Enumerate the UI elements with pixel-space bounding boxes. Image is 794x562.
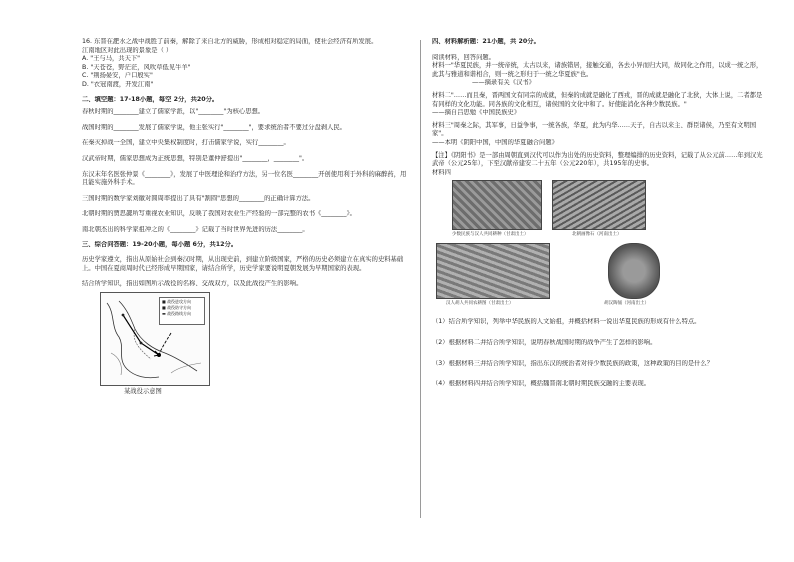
q19-text: 历史学家遵文，指出从原始社会到秦汉时期，从出现史前，到建立阶级国家，严格的历史必须建立在真实的史料基础上。中国在夏商周时代已经形成早期国家，请结合所学，历史学家要说明夏朝发展为早期国家的表现。: [82, 256, 404, 272]
q20-text: 结合所学知识，指出如图所示战役的名称、交战双方，以及此战役产生的影响。: [82, 280, 303, 288]
section-4-intro: 阅读材料，回答问题。: [432, 53, 495, 61]
material-4-images-bottom: [432, 243, 764, 309]
legend-item: ■ 战役进攻方向: [162, 298, 192, 304]
fill-blank-4: 汉武帝时期，儒家思想成为正统思想，特别是董仲舒提出"________，________"。: [82, 154, 309, 162]
legend-item: ■ 战役防守方向: [162, 304, 192, 310]
q16-stem-cont: 江南地区对此出现的景象是（ ）: [82, 46, 173, 54]
right-column: [432, 38, 764, 389]
material-4-images-top: [432, 180, 764, 240]
material-3: 材料三"周秦之际，其军事，日益争事，一统各族，华夏，此为内华……天子，自古以来主、群臣诸侯，乃至有文明国家"。: [432, 121, 757, 138]
material-1-source: ——摘录有关《汉书》: [472, 79, 535, 87]
sub-question-2: （2）根据材料二并结合所学知识，说明春秋战国时期的战争产生了怎样的影响。: [432, 338, 657, 346]
material-1: 材料一"华夏民族，并一统帝统，太古以来，诸族错居，接触交通，各去小异而归大同，故同化之作用，以成一统之形，此其与雅道和谐相合，则一统之形归于一统之华夏族"也。: [432, 62, 763, 78]
image-caption: 少数民族与汉人共同耕种（甘肃出土）: [452, 232, 529, 238]
left-column: [82, 38, 412, 396]
battle-map: [100, 292, 210, 386]
plowing-mural-image: [436, 243, 550, 299]
fill-blank-2: 战国时期的________发展了儒家学说，他主张实行"________"，要求统治者不要过分盘剥人民。: [82, 123, 346, 131]
material-3-source: ——本明《阴阳中国，中国的华夏融合问题》: [432, 138, 558, 146]
column-divider: [420, 40, 421, 518]
map-caption: 某战役示意图: [124, 387, 162, 395]
fill-blank-7: 北朝时期的贾思勰所写重视农业知识，反映了我国对农业生产经验的一部完整的农书《________》。: [82, 210, 356, 218]
section-3-heading: 三、综合问答题：19-20小题，每小题 6分，共12分。: [82, 240, 238, 248]
q16-option-d: D. "衣冠南渡，开发江南": [82, 80, 154, 88]
q16-option-b: B. "天苍苍，野茫茫，风吹草低见牛羊": [82, 63, 191, 71]
stone-relief-image: [552, 180, 646, 230]
material-2-source: ——摘自吕思勉《中国民族史》: [432, 109, 521, 117]
section-4-heading: 四、材料解析题：21小题，共 20分。: [432, 38, 540, 45]
image-caption: 汉人胡人共同农耕图（甘肃出土）: [446, 301, 514, 307]
image-caption: 北朝画像石（河南出土）: [572, 232, 622, 238]
sub-question-4: （4）根据材料四并结合所学知识，概括魏晋南北朝时期民族交融的主要表现。: [432, 380, 651, 388]
legend-item: ▬ 战役路线方向: [162, 310, 192, 316]
fill-blank-8: 南北朝杰出的科学家祖冲之的《________》记载了当时世界先进的历法________。: [82, 225, 309, 233]
farming-relief-image: [452, 180, 542, 230]
material-2: 材料二"……而且秦，晋两国文有同宗的成就，但秦的成就是融化了西戎，晋的成就是融化了北狄，大体上说，二者都是有同样的文化功能。同各族的文化相互，诸侯国的文化中和了。好使能消化各种少数民族。": [432, 91, 763, 108]
sub-question-1: （1）结合所学知识，列举中华民族的人文始祖，并概括材料一说出华夏民族的形成有什么特点。: [432, 318, 701, 326]
fill-blank-5: 东汉末年名医张仲景《________》，发展了中医理论和治疗方法，另一位名医________开创使用利于外科的麻醉药，用且能实施外科手术。: [82, 170, 407, 187]
q16-option-a: A. "王与马，共天下": [82, 55, 141, 63]
section-2-heading: 二、填空题：17-18小题，每空 2分，共20分。: [82, 95, 219, 103]
pottery-figure-image: [608, 243, 660, 299]
sub-question-3: （3）根据材料三并结合所学知识，指出东汉的统治者对待少数民族的政策，这种政策的目的是什么？: [432, 359, 714, 367]
material-4-label: 材料四: [432, 168, 451, 176]
image-caption: 胡汉陶俑（河南出土）: [604, 301, 649, 307]
material-note: 【注】《阴阳书》是一部由周朝直到汉代可以作为出处的历史资料，整理编排的历史资料，记载了从公元前……年到汉光武帝（公元25年），下至汉献帝建安二十五年（公元220年），共195年的史事。: [432, 151, 763, 168]
fill-blank-6: 三国时期的数学家刘徽对圆周率提出了具有"割圆"思想的________的正确计算方法。: [82, 194, 315, 202]
q16-stem: 16. 东晋在淝水之战中战胜了前秦，解除了来自北方的威胁，形成相对稳定的局面，使社会经济有所发展。: [82, 38, 378, 45]
map-legend: [159, 297, 205, 325]
fill-blank-1: 春秋时期的________建立了儒家学派，以"________"为核心思想。: [82, 108, 265, 116]
fill-blank-3: 在秦灭掉战一全国，建立中央集权制度时，打击儒家学说，实行________。: [82, 139, 290, 147]
q16-option-c: C. "荆扬晏安，户口殷实": [82, 72, 153, 80]
